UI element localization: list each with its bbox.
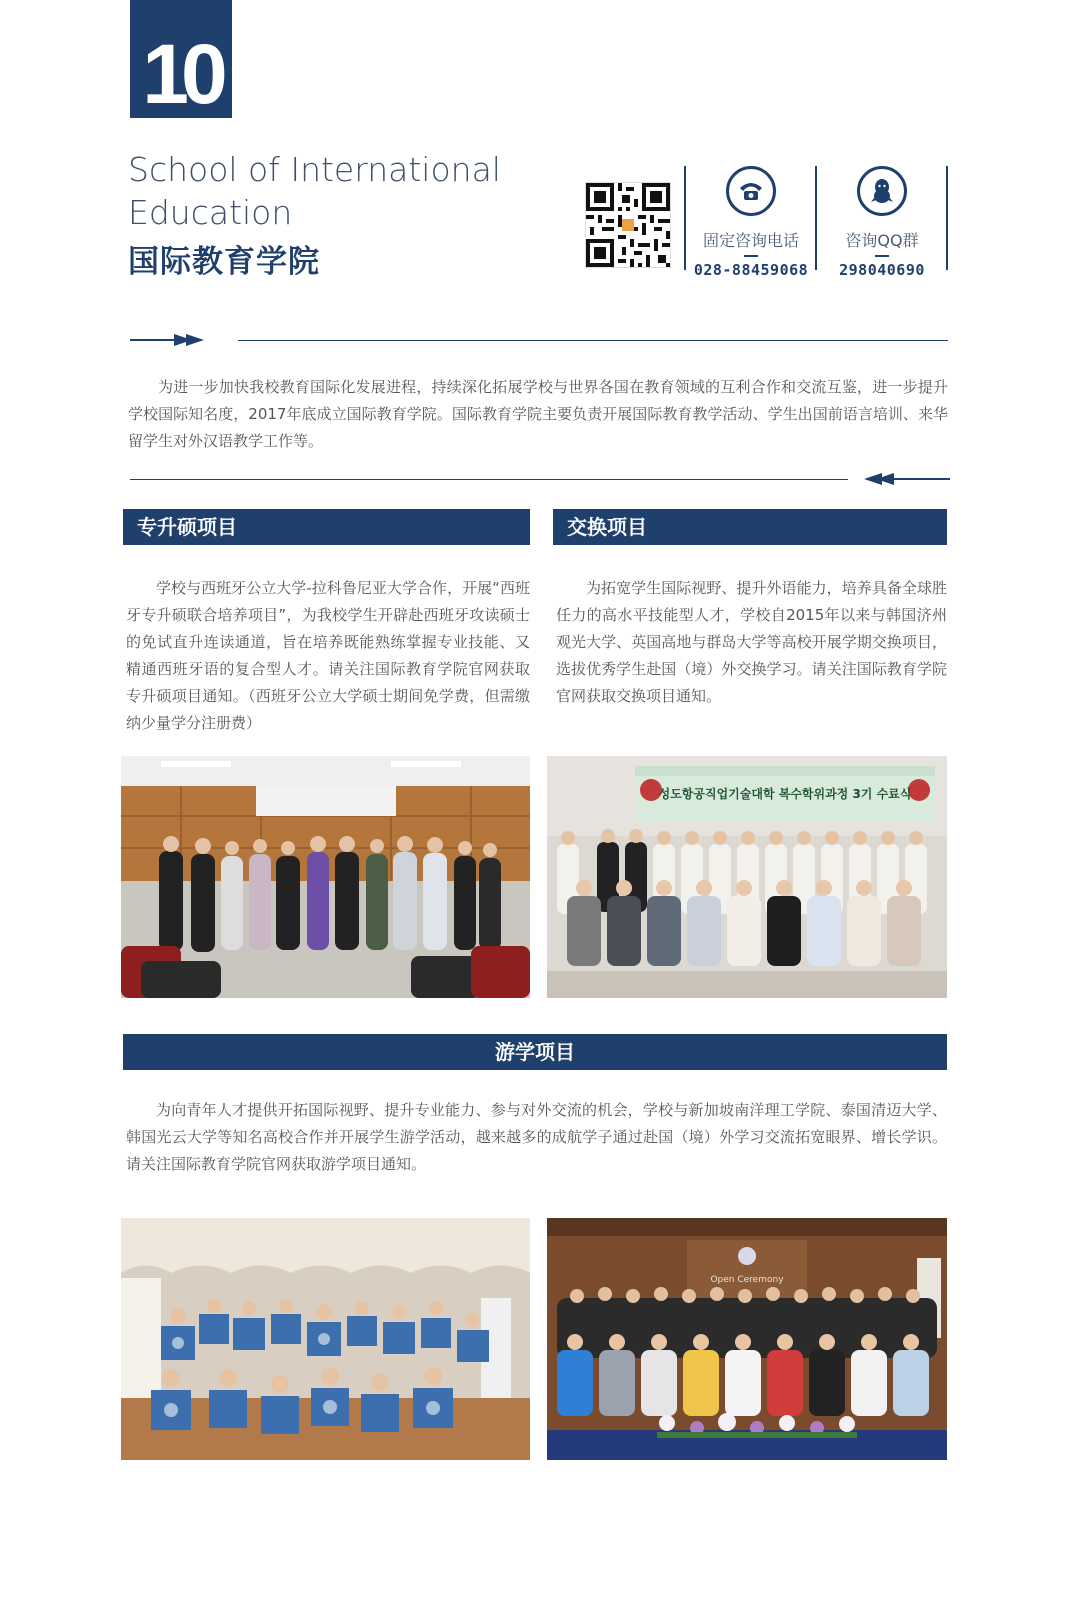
qr-code-icon: [586, 183, 670, 267]
section-title-study-tour: 游学项目: [123, 1034, 947, 1070]
title-english-line2: Education: [128, 193, 293, 232]
contact-value: 298040690: [839, 261, 925, 279]
title-english-line1: School of International: [128, 150, 501, 189]
arrow-right-icon: [130, 332, 210, 348]
photo-exchange-ceremony: [547, 756, 947, 998]
photo-tour-workshop: [121, 1218, 530, 1460]
qq-penguin-icon: [857, 166, 907, 216]
label-dash: [744, 255, 758, 257]
section-rule: [238, 340, 948, 341]
qr-code: [585, 182, 671, 268]
arrow-left-icon: [864, 471, 950, 487]
divider-line: [946, 166, 948, 270]
phone-icon: [726, 166, 776, 216]
photo-tour-opening: [547, 1218, 947, 1460]
contact-label: 咨询QQ群: [845, 231, 919, 250]
ceremony-banner-text: 성도항공직업기술대학 복수학위과정 3기 수료식: [658, 787, 912, 801]
photo-master-group: [121, 756, 530, 998]
opening-banner-text: Open Ceremony: [710, 1275, 784, 1285]
divider-line: [684, 166, 686, 270]
page-number-badge: 10: [130, 0, 232, 118]
contact-label: 固定咨询电话: [702, 231, 799, 250]
study-tour-paragraph: 为向青年人才提供开拓国际视野、提升专业能力、参与对外交流的机会，学校与新加坡南洋理工学院、泰国清迈大学、韩国光云大学等知名高校合作并开展学生游学活动，越来越多的成航学子通过赴国（境）外学习交流拓宽眼界、增长学识。请关注国际教育学院官网获取游学项目通知。: [126, 1101, 947, 1173]
title-english: [128, 148, 548, 234]
contact-qq: [819, 166, 945, 279]
intro-paragraph: 为进一步加快我校教育国际化发展进程，持续深化拓展学校与世界各国在教育领域的互利合作和交流互鉴，进一步提升学校国际知名度，2017年底成立国际教育学院。国际教育学院主要负责开展国际教育教学活动、学生出国前语言培训、来华留学生对外汉语教学工作等。: [128, 378, 948, 450]
divider-line: [815, 166, 817, 270]
label-dash: [875, 255, 889, 257]
title-chinese: 国际教育学院: [128, 244, 320, 280]
section-title-exchange: 交换项目: [553, 509, 947, 545]
contact-value: 028-88459068: [693, 261, 809, 279]
master-paragraph: 学校与西班牙公立大学-拉科鲁尼亚大学合作，开展“西班牙专升硕联合培养项目”，为我校学生开辟赴西班牙攻读硕士的免试直升连读通道，旨在培养既能熟练掌握专业技能、又精通西班牙语的复合型人才。请关注国际教育学院官网获取专升硕项目通知。（西班牙公立大学硕士期间免学费，但需缴纳少量学分注册费）: [126, 579, 530, 732]
exchange-paragraph: 为拓宽学生国际视野、提升外语能力，培养具备全球胜任力的高水平技能型人才，学校自2015年以来与韩国济州观光大学、英国高地与群岛大学等高校开展学期交换项目，选拔优秀学生赴国（境）外交换学习。请关注国际教育学院官网获取交换项目通知。: [556, 579, 947, 705]
section-rule: [130, 479, 848, 480]
contact-phone: [688, 166, 814, 279]
section-title-master: 专升硕项目: [123, 509, 530, 545]
